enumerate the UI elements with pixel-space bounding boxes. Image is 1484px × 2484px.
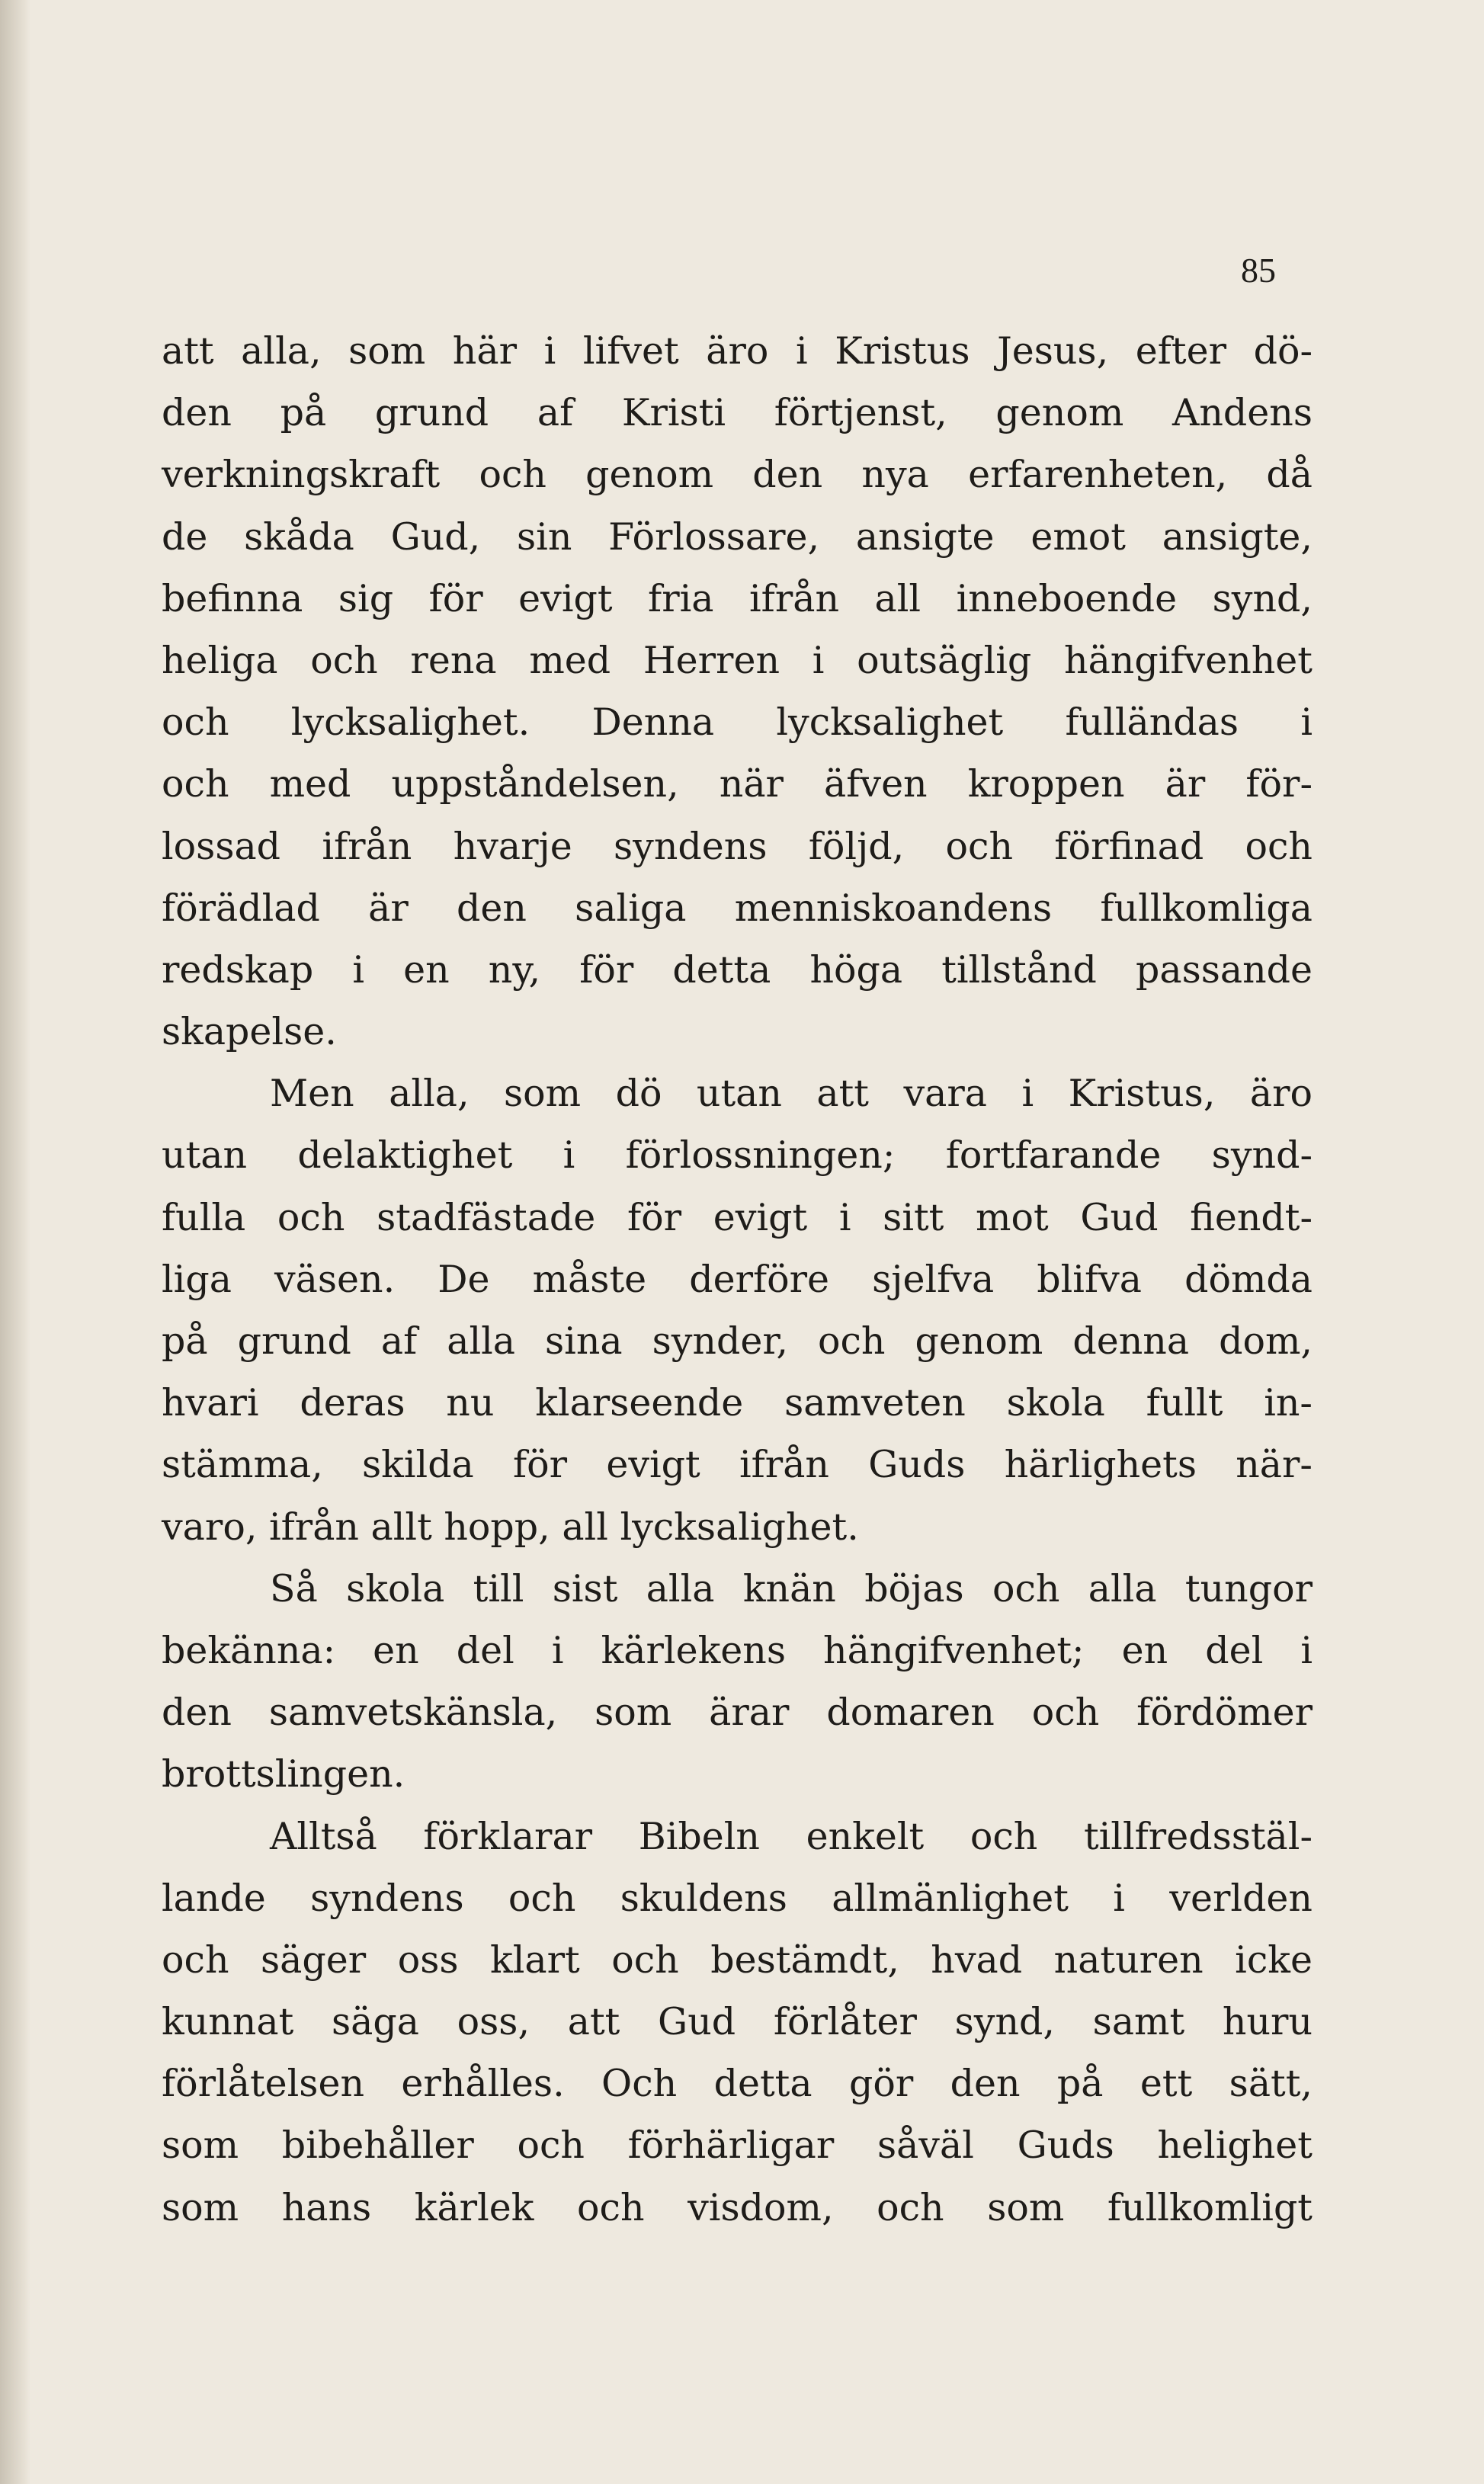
text-line: och lycksalighet. Denna lycksalighet fulländas i <box>162 700 1313 745</box>
text-line: på grund af alla sina synder, och genom denna dom, <box>162 1319 1313 1363</box>
text-line: som hans kärlek och visdom, och som fullkomligt <box>162 2185 1313 2229</box>
text-line: varo, ifrån allt hopp, all lycksalighet. <box>162 1505 859 1549</box>
text-line: förlåtelsen erhålles. Och detta gör den på ett sätt, <box>162 2062 1313 2106</box>
text-line: bekänna: en del i kärlekens hängifvenhet; en del i <box>162 1628 1313 1672</box>
text-line: heliga och rena med Herren i outsäglig hängifvenhet <box>162 638 1313 682</box>
text-line: redskap i en ny, för detta höga tillstånd passande <box>162 947 1313 992</box>
text-line: skapelse. <box>162 1010 337 1054</box>
body-text <box>162 320 1313 2239</box>
text-line: fulla och stadfästade för evigt i sitt mot Gud fiendt- <box>162 1195 1313 1239</box>
text-line: befinna sig för evigt fria ifrån all inneboende synd, <box>162 576 1313 620</box>
text-line: som bibehåller och förhärligar såväl Guds helighet <box>162 2123 1313 2168</box>
text-line: liga väsen. De måste derföre sjelfva blifva dömda <box>162 1257 1313 1301</box>
text-line: kunnat säga oss, att Gud förlåter synd, samt huru <box>162 2000 1313 2044</box>
text-line: förädlad är den saliga menniskoandens fullkomliga <box>162 886 1313 930</box>
text-line: att alla, som här i lifvet äro i Kristus Jesus, efter dö- <box>162 329 1313 373</box>
text-line: lossad ifrån hvarje syndens följd, och förfinad och <box>162 824 1313 868</box>
text-line: den samvetskänsla, som ärar domaren och fördömer <box>162 1691 1313 1735</box>
text-line: och säger oss klart och bestämdt, hvad naturen icke <box>162 1938 1313 1982</box>
text-line: brottslingen. <box>162 1752 405 1796</box>
text-line: verkningskraft och genom den nya erfarenheten, då <box>162 453 1313 497</box>
text-line: de skåda Gud, sin Förlossare, ansigte emot ansigte, <box>162 514 1313 559</box>
page-number: 85 <box>1241 251 1276 290</box>
text-line: lande syndens och skuldens allmänlighet i verlden <box>162 1876 1313 1920</box>
page-gutter-shadow <box>0 0 30 2484</box>
text-line: hvari deras nu klarseende samveten skola fullt in- <box>162 1381 1313 1425</box>
text-line: utan delaktighet i förlossningen; fortfarande synd- <box>162 1133 1313 1178</box>
text-line: och med uppståndelsen, när äfven kroppen är för- <box>162 762 1313 806</box>
text-line: stämma, skilda för evigt ifrån Guds härlighets när- <box>162 1443 1313 1487</box>
text-line: Men alla, som dö utan att vara i Kristus, äro <box>270 1072 1313 1116</box>
text-line: Alltså förklarar Bibeln enkelt och tillfredsstäl- <box>270 1814 1313 1858</box>
text-line: Så skola till sist alla knän böjas och alla tungor <box>270 1566 1313 1611</box>
text-line: den på grund af Kristi förtjenst, genom Andens <box>162 391 1313 435</box>
